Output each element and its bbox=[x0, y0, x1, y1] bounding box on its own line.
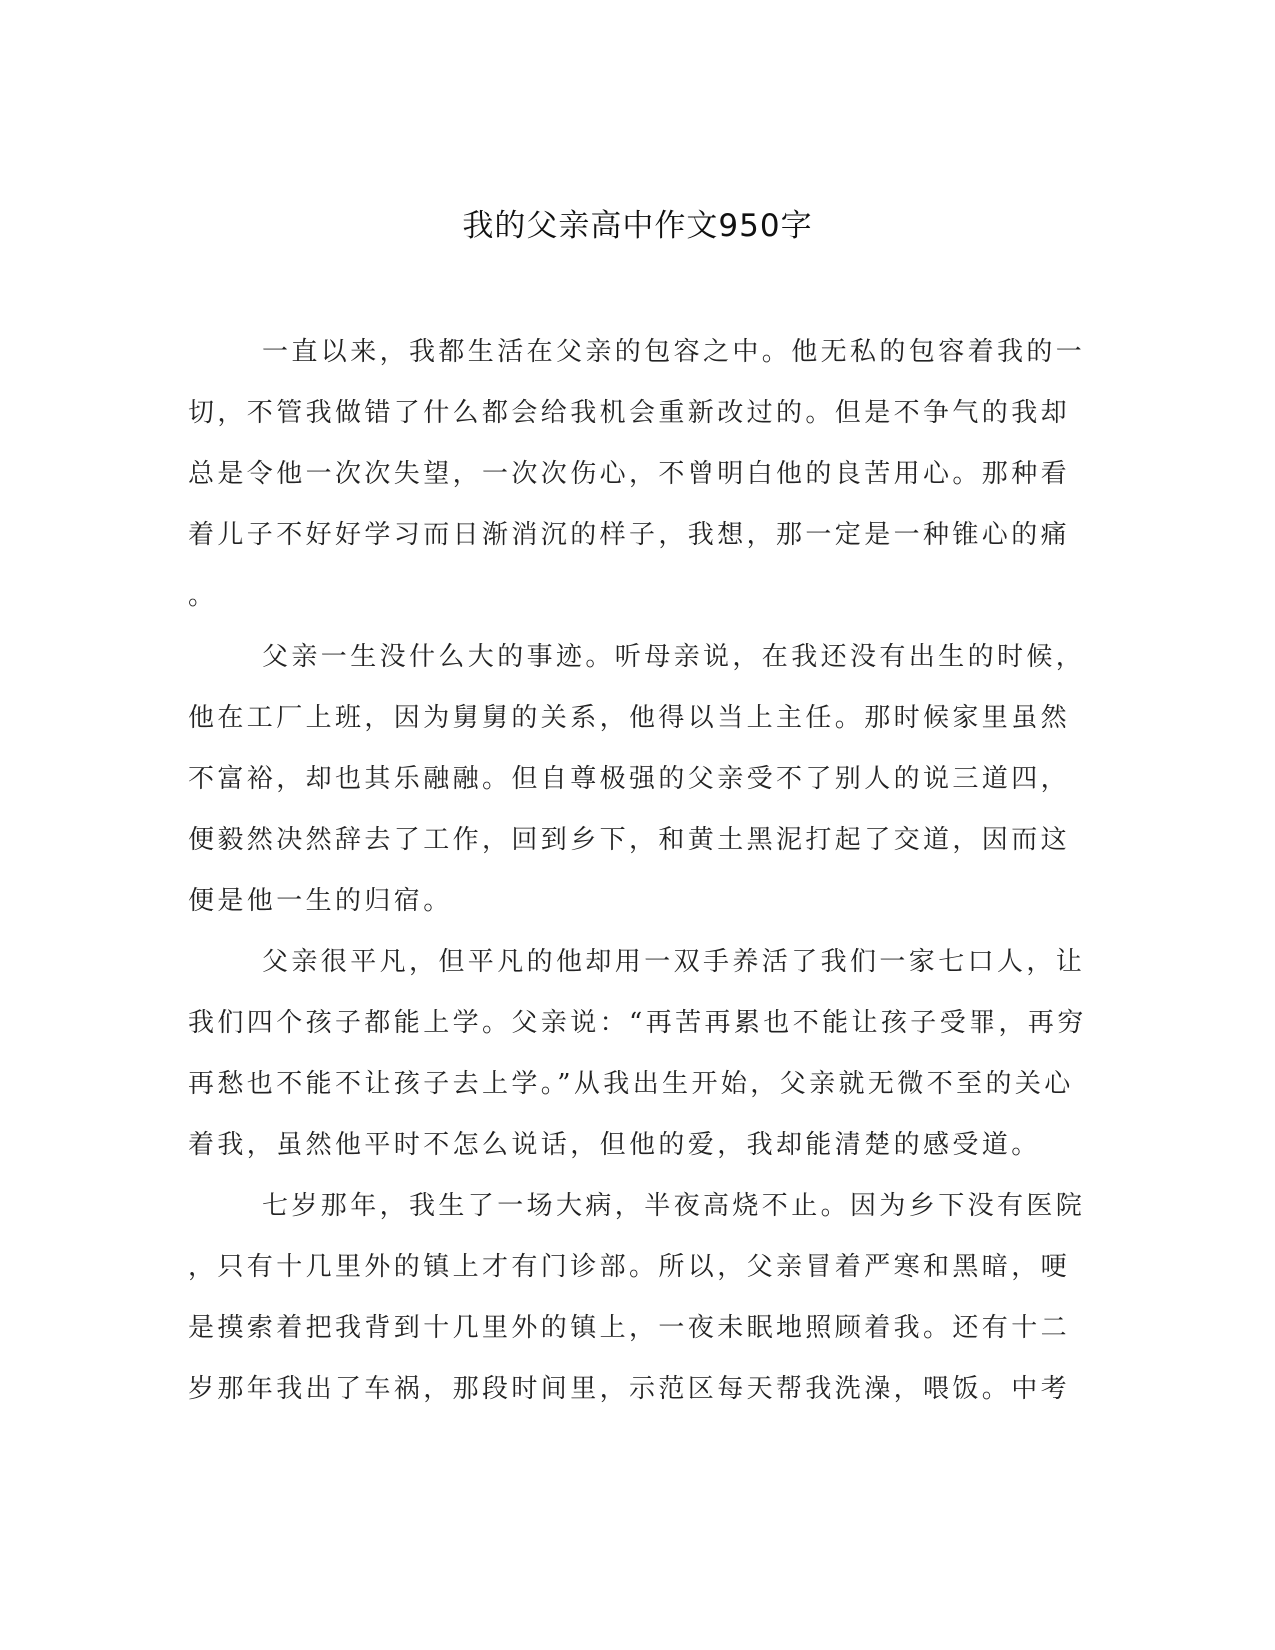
paragraph-1-line-5: 。 bbox=[188, 581, 218, 611]
paragraph-3-line-4: 着我，虽然他平时不怎么说话，但他的爱，我却能清楚的感受道。 bbox=[188, 1130, 1041, 1160]
paragraph-2-line-5: 便是他一生的归宿。 bbox=[188, 886, 453, 916]
paragraph-1-line-3: 总是令他一次次失望，一次次伤心，不曾明白他的良苦用心。那种看 bbox=[188, 459, 1071, 489]
page-title: 我的父亲高中作文950字 bbox=[462, 208, 813, 244]
paragraph-1-line-4: 着儿子不好好学习而日渐消沉的样子，我想，那一定是一种锥心的痛 bbox=[188, 520, 1071, 550]
paragraph-4-line-4: 岁那年我出了车祸，那段时间里，示范区每天帮我洗澡，喂饭。中考 bbox=[188, 1374, 1071, 1404]
paragraph-4-line-3: 是摸索着把我背到十几里外的镇上，一夜未眠地照顾着我。还有十二 bbox=[188, 1313, 1071, 1343]
paragraph-1-line-1: 一直以来，我都生活在父亲的包容之中。他无私的包容着我的一 bbox=[262, 337, 1086, 367]
paragraph-2-line-1: 父亲一生没什么大的事迹。听母亲说，在我还没有出生的时候， bbox=[262, 642, 1086, 672]
paragraph-1-line-2: 切，不管我做错了什么都会给我机会重新改过的。但是不争气的我却 bbox=[188, 398, 1071, 428]
paragraph-3-line-2: 我们四个孩子都能上学。父亲说：“再苦再累也不能让孩子受罪，再穷 bbox=[188, 1008, 1087, 1038]
paragraph-3-line-3: 再愁也不能不让孩子去上学。”从我出生开始，父亲就无微不至的关心 bbox=[188, 1069, 1074, 1099]
paragraph-2-line-4: 便毅然决然辞去了工作，回到乡下，和黄土黑泥打起了交道，因而这 bbox=[188, 825, 1071, 855]
paragraph-2-line-2: 他在工厂上班，因为舅舅的关系，他得以当上主任。那时候家里虽然 bbox=[188, 703, 1071, 733]
essay-body bbox=[188, 322, 1087, 1420]
paragraph-4-line-1: 七岁那年，我生了一场大病，半夜高烧不止。因为乡下没有医院 bbox=[262, 1191, 1086, 1221]
paragraph-4-line-2: ，只有十几里外的镇上才有门诊部。所以，父亲冒着严寒和黑暗，哽 bbox=[188, 1252, 1071, 1282]
paragraph-2-line-3: 不富裕，却也其乐融融。但自尊极强的父亲受不了别人的说三道四， bbox=[188, 764, 1071, 794]
paragraph-3-line-1: 父亲很平凡，但平凡的他却用一双手养活了我们一家七口人，让 bbox=[262, 947, 1086, 977]
